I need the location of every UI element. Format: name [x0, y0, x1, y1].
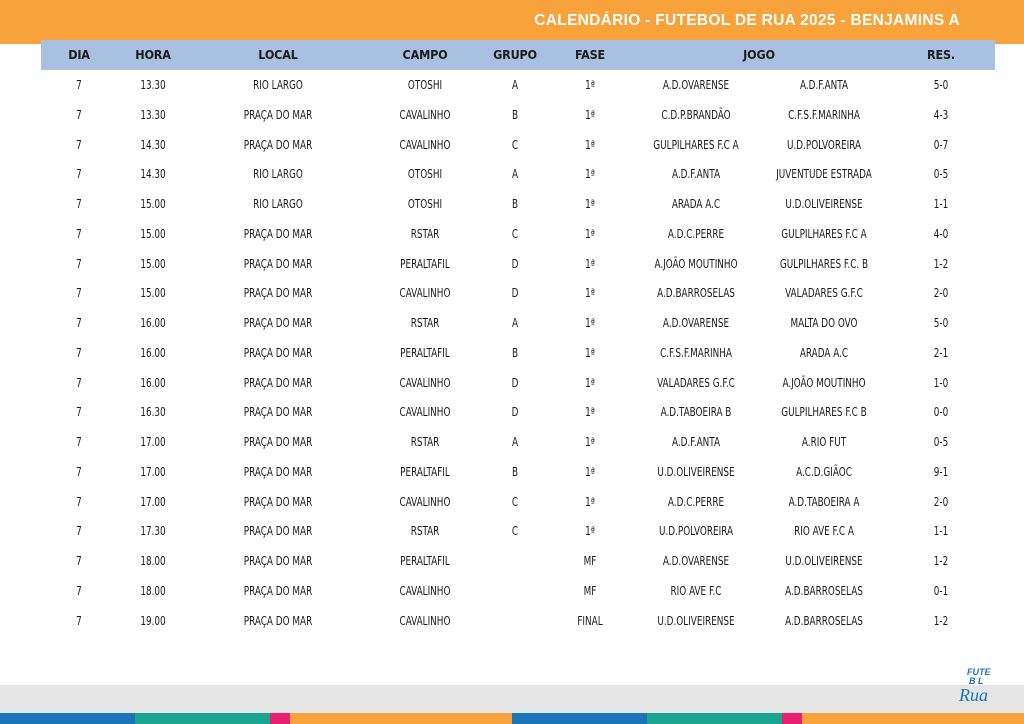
cell-grupo: B: [511, 345, 519, 360]
cell-team2: GULPILHARES F.C. B: [779, 256, 869, 271]
cell-fase: 1ª: [585, 464, 595, 479]
table-row: [0, 398, 1024, 428]
cell-fase: MF: [583, 583, 597, 598]
cell-dia: 7: [76, 78, 82, 92]
cell-campo: CAVALINHO: [399, 137, 451, 152]
cell-grupo: A: [511, 167, 519, 182]
cell-team2: JUVENTUDE ESTRADA: [776, 167, 872, 182]
cell-res: 1-1: [933, 197, 949, 211]
table-row: [0, 71, 1024, 101]
col-header-dia: DIA: [68, 47, 90, 62]
cell-grupo: B: [511, 197, 519, 211]
cell-grupo: D: [511, 256, 519, 271]
cell-res: 1-2: [933, 554, 949, 568]
cell-res: 2-0: [933, 494, 949, 509]
cell-team2: A.D.BARROSELAS: [785, 583, 863, 598]
cell-team1: A.D.C.PERRE: [667, 226, 725, 241]
cell-local: PRAÇA DO MAR: [243, 137, 313, 152]
cell-campo: RSTAR: [410, 435, 440, 449]
cell-team2: A.RIO FUT: [801, 435, 847, 449]
cell-dia: 7: [76, 286, 82, 301]
col-header-grupo: GRUPO: [493, 47, 537, 62]
cell-fase: 1ª: [585, 286, 595, 301]
cell-team1: RIO AVE F.C: [670, 583, 722, 598]
cell-grupo: D: [511, 286, 519, 301]
cell-local: PRAÇA DO MAR: [243, 583, 313, 598]
cell-local: PRAÇA DO MAR: [243, 464, 313, 479]
cell-team1: GULPILHARES F.C A: [653, 137, 739, 152]
cell-hora: 15.00: [140, 197, 166, 211]
cell-hora: 19.00: [140, 613, 166, 628]
cell-team2: U.D.OLIVEIRENSE: [785, 197, 863, 211]
cell-local: RIO LARGO: [253, 167, 303, 182]
cell-campo: CAVALINHO: [399, 405, 451, 420]
cell-dia: 7: [76, 316, 82, 330]
cell-team2: GULPILHARES F.C B: [781, 405, 867, 420]
cell-campo: PERALTAFIL: [400, 554, 450, 568]
cell-hora: 17.00: [140, 464, 166, 479]
cell-dia: 7: [76, 137, 82, 152]
cell-hora: 18.00: [140, 554, 166, 568]
cell-hora: 15.00: [140, 226, 166, 241]
cell-hora: 17.30: [140, 524, 166, 539]
cell-local: PRAÇA DO MAR: [243, 494, 313, 509]
table-row: [0, 160, 1024, 190]
table-row: [0, 279, 1024, 309]
cell-hora: 17.00: [140, 494, 166, 509]
col-header-hora: HORA: [135, 47, 171, 62]
cell-team2: U.D.OLIVEIRENSE: [785, 554, 863, 568]
stripe-2: [135, 713, 270, 724]
stripe-5: [512, 713, 647, 724]
cell-hora: 13.30: [140, 107, 166, 122]
col-header-fase: FASE: [575, 47, 605, 62]
table-row: [0, 131, 1024, 161]
cell-team1: A.D.F.ANTA: [671, 435, 721, 449]
logo-line-1: FUTE: [967, 667, 991, 677]
table-header: [41, 40, 995, 70]
col-header-local: LOCAL: [258, 47, 298, 62]
cell-team1: C.F.S.F.MARINHA: [660, 345, 732, 360]
table-row: [0, 428, 1024, 458]
cell-fase: 1ª: [585, 107, 595, 122]
cell-hora: 14.30: [140, 137, 166, 152]
cell-grupo: C: [511, 226, 519, 241]
cell-team1: A.D.OVARENSE: [662, 316, 730, 330]
cell-hora: 15.00: [140, 256, 166, 271]
cell-res: 0-5: [933, 435, 949, 449]
logo-line-3: Rua: [959, 685, 988, 705]
cell-campo: PERALTAFIL: [400, 345, 450, 360]
cell-team1: A.D.TABOEIRA B: [660, 405, 732, 420]
cell-team1: U.D.OLIVEIRENSE: [657, 613, 735, 628]
cell-grupo: A: [511, 316, 519, 330]
cell-fase: 1ª: [585, 78, 595, 92]
color-stripes: [0, 713, 1024, 724]
cell-res: 2-0: [933, 286, 949, 301]
cell-fase: 1ª: [585, 435, 595, 449]
stripe-8: [802, 713, 1024, 724]
table-row: [0, 339, 1024, 369]
cell-hora: 16.00: [140, 316, 166, 330]
cell-hora: 16.30: [140, 405, 166, 420]
cell-local: PRAÇA DO MAR: [243, 554, 313, 568]
cell-campo: CAVALINHO: [399, 494, 451, 509]
cell-grupo: C: [511, 524, 519, 539]
cell-dia: 7: [76, 405, 82, 420]
cell-local: PRAÇA DO MAR: [243, 226, 313, 241]
cell-team1: U.D.OLIVEIRENSE: [657, 464, 735, 479]
cell-res: 4-3: [933, 107, 949, 122]
cell-dia: 7: [76, 226, 82, 241]
cell-campo: PERALTAFIL: [400, 464, 450, 479]
cell-campo: CAVALINHO: [399, 107, 451, 122]
cell-local: PRAÇA DO MAR: [243, 524, 313, 539]
cell-dia: 7: [76, 107, 82, 122]
cell-res: 0-5: [933, 167, 949, 182]
cell-team2: GULPILHARES F.C A: [781, 226, 867, 241]
table-row: [0, 577, 1024, 607]
cell-dia: 7: [76, 554, 82, 568]
cell-fase: 1ª: [585, 226, 595, 241]
cell-hora: 18.00: [140, 583, 166, 598]
cell-res: 5-0: [933, 316, 949, 330]
cell-res: 9-1: [933, 464, 949, 479]
cell-hora: 14.30: [140, 167, 166, 182]
cell-team1: U.D.POLVOREIRA: [658, 524, 734, 539]
cell-team2: A.D.BARROSELAS: [785, 613, 863, 628]
cell-campo: RSTAR: [410, 316, 440, 330]
cell-local: PRAÇA DO MAR: [243, 286, 313, 301]
table-row: [0, 309, 1024, 339]
stripe-4: [290, 713, 512, 724]
cell-fase: FINAL: [577, 613, 603, 628]
cell-campo: RSTAR: [410, 524, 440, 539]
cell-dia: 7: [76, 345, 82, 360]
cell-res: 0-7: [933, 137, 949, 152]
cell-team1: A.D.OVARENSE: [662, 554, 730, 568]
cell-team1: A.D.BARROSELAS: [657, 286, 735, 301]
cell-team2: U.D.POLVOREIRA: [786, 137, 862, 152]
table-row: [0, 190, 1024, 220]
cell-dia: 7: [76, 167, 82, 182]
table-row: [0, 458, 1024, 488]
cell-local: PRAÇA DO MAR: [243, 107, 313, 122]
cell-dia: 7: [76, 613, 82, 628]
cell-campo: OTOSHI: [407, 197, 443, 211]
cell-res: 2-1: [933, 345, 949, 360]
cell-team2: ARADA A.C: [799, 345, 849, 360]
futebol-de-rua-logo: [955, 664, 1003, 706]
cell-hora: 16.00: [140, 375, 166, 390]
cell-fase: 1ª: [585, 167, 595, 182]
cell-campo: OTOSHI: [407, 167, 443, 182]
cell-fase: 1ª: [585, 137, 595, 152]
cell-dia: 7: [76, 494, 82, 509]
cell-team1: A.D.OVARENSE: [662, 78, 730, 92]
cell-team1: A.D.C.PERRE: [667, 494, 725, 509]
cell-campo: CAVALINHO: [399, 613, 451, 628]
table-row: [0, 220, 1024, 250]
cell-fase: 1ª: [585, 524, 595, 539]
cell-hora: 17.00: [140, 435, 166, 449]
cell-team1: A.D.F.ANTA: [671, 167, 721, 182]
cell-team2: A.JOÃO MOUTINHO: [782, 375, 866, 390]
cell-fase: 1ª: [585, 405, 595, 420]
cell-team2: MALTA DO OVO: [790, 316, 858, 330]
table-row: [0, 607, 1024, 637]
cell-local: PRAÇA DO MAR: [243, 435, 313, 449]
cell-grupo: A: [511, 435, 519, 449]
logo-line-2: B L: [969, 676, 984, 686]
cell-grupo: B: [511, 107, 519, 122]
cell-fase: 1ª: [585, 197, 595, 211]
cell-team1: ARADA A.C: [671, 197, 721, 211]
table-row: [0, 547, 1024, 577]
cell-team1: A.JOÃO MOUTINHO: [654, 256, 738, 271]
cell-res: 0-1: [933, 583, 949, 598]
cell-res: 1-0: [933, 375, 949, 390]
cell-team2: A.C.D.GIÃOC: [796, 464, 852, 479]
cell-team2: VALADARES G.F.C: [785, 286, 863, 301]
cell-campo: PERALTAFIL: [400, 256, 450, 271]
cell-fase: MF: [583, 554, 597, 568]
cell-team2: RIO AVE F.C A: [794, 524, 854, 539]
cell-local: PRAÇA DO MAR: [243, 316, 313, 330]
cell-res: 4-0: [933, 226, 949, 241]
cell-campo: CAVALINHO: [399, 583, 451, 598]
cell-hora: 13.30: [140, 78, 166, 92]
cell-local: PRAÇA DO MAR: [243, 613, 313, 628]
stripe-6: [647, 713, 782, 724]
cell-grupo: D: [511, 405, 519, 420]
schedule-table: [0, 71, 1024, 636]
cell-campo: OTOSHI: [407, 78, 443, 92]
stripe-7: [782, 713, 802, 724]
cell-campo: RSTAR: [410, 226, 440, 241]
cell-dia: 7: [76, 583, 82, 598]
cell-dia: 7: [76, 256, 82, 271]
cell-campo: CAVALINHO: [399, 286, 451, 301]
cell-local: RIO LARGO: [253, 78, 303, 92]
cell-grupo: D: [511, 375, 519, 390]
cell-local: PRAÇA DO MAR: [243, 345, 313, 360]
cell-team2: A.D.F.ANTA: [799, 78, 849, 92]
cell-grupo: B: [511, 464, 519, 479]
cell-res: 0-0: [933, 405, 949, 420]
cell-dia: 7: [76, 464, 82, 479]
cell-res: 1-2: [933, 256, 949, 271]
cell-local: PRAÇA DO MAR: [243, 375, 313, 390]
cell-fase: 1ª: [585, 494, 595, 509]
cell-local: PRAÇA DO MAR: [243, 256, 313, 271]
cell-grupo: C: [511, 494, 519, 509]
cell-team1: VALADARES G.F.C: [657, 375, 735, 390]
cell-dia: 7: [76, 197, 82, 211]
cell-res: 5-0: [933, 78, 949, 92]
cell-grupo: A: [511, 78, 519, 92]
col-header-campo: CAMPO: [402, 47, 448, 62]
cell-dia: 7: [76, 375, 82, 390]
cell-res: 1-2: [933, 613, 949, 628]
table-row: [0, 369, 1024, 399]
cell-hora: 16.00: [140, 345, 166, 360]
cell-team1: C.D.P.BRANDÃO: [661, 107, 731, 122]
cell-grupo: C: [511, 137, 519, 152]
cell-fase: 1ª: [585, 256, 595, 271]
page-title: CALENDÁRIO - FUTEBOL DE RUA 2025 - BENJAMINS A: [534, 12, 960, 29]
footer-band: [0, 685, 1024, 713]
table-row: [0, 250, 1024, 280]
table-row: [0, 517, 1024, 547]
cell-team2: C.F.S.F.MARINHA: [788, 107, 860, 122]
cell-hora: 15.00: [140, 286, 166, 301]
cell-campo: CAVALINHO: [399, 375, 451, 390]
table-row: [0, 488, 1024, 518]
cell-dia: 7: [76, 435, 82, 449]
cell-fase: 1ª: [585, 316, 595, 330]
cell-fase: 1ª: [585, 345, 595, 360]
stripe-1: [0, 713, 135, 724]
col-header-jogo: JOGO: [743, 47, 775, 62]
cell-local: RIO LARGO: [253, 197, 303, 211]
cell-fase: 1ª: [585, 375, 595, 390]
cell-team2: A.D.TABOEIRA A: [788, 494, 860, 509]
col-header-res: RES.: [927, 47, 955, 62]
table-row: [0, 101, 1024, 131]
cell-res: 1-1: [933, 524, 949, 539]
stripe-3: [270, 713, 290, 724]
cell-dia: 7: [76, 524, 82, 539]
cell-local: PRAÇA DO MAR: [243, 405, 313, 420]
